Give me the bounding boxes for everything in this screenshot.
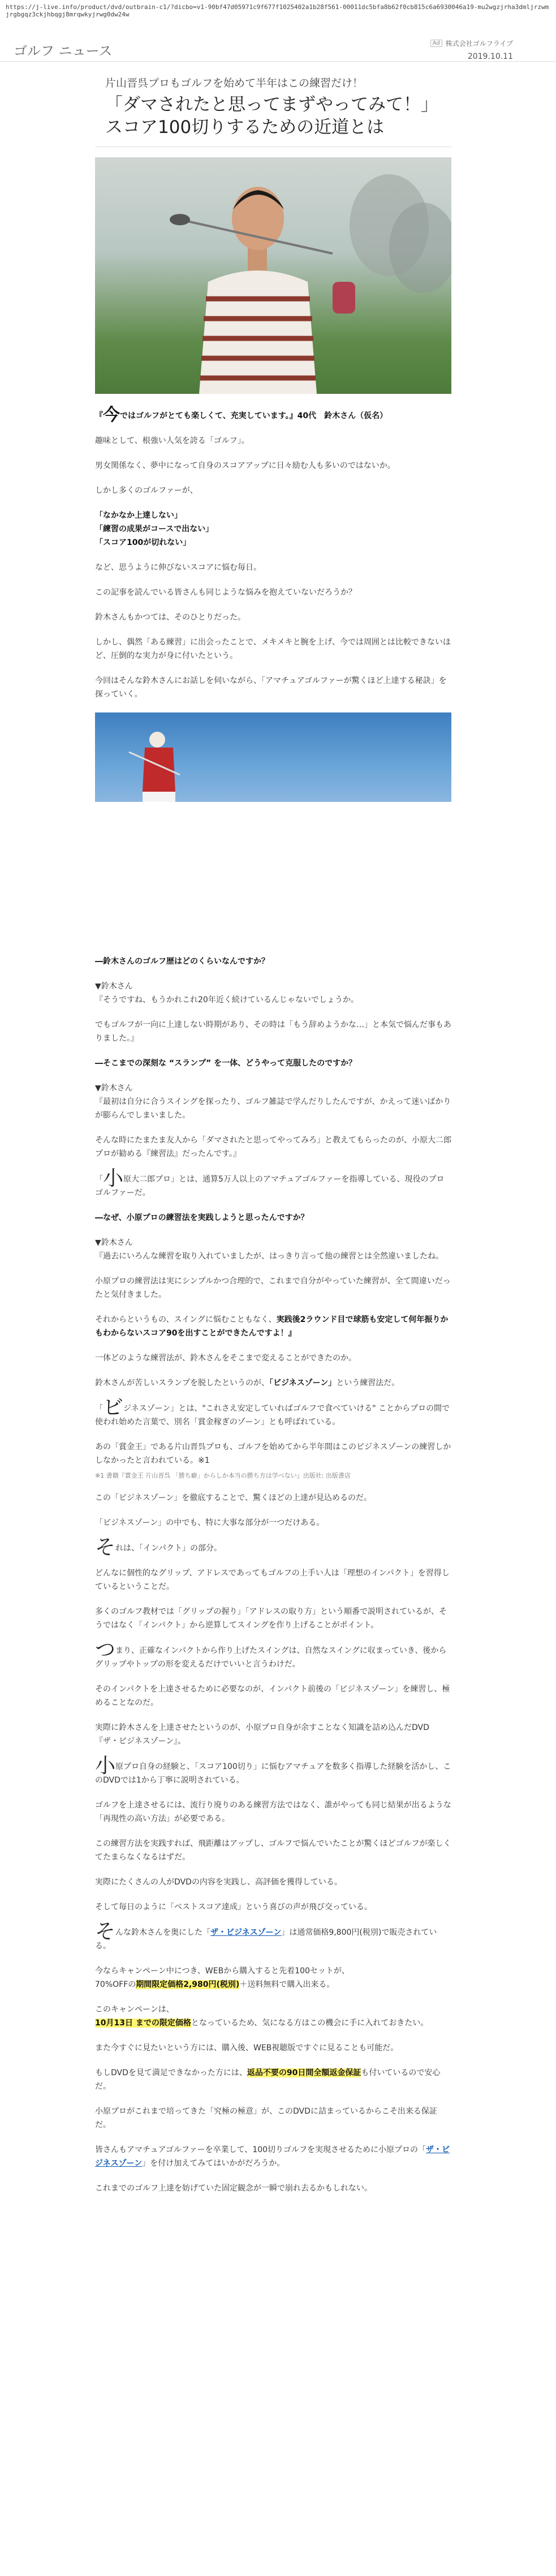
interview-question: ―そこまでの深刻な “スランプ” を一体、どうやって克服したのですか？ (95, 1059, 357, 1068)
paragraph: ゴルフを上達させるには、流行り廃りのある練習方法ではなく、誰がやっても同じ結果が出るような「再現性の高い方法」が必要である。 (95, 1801, 451, 1823)
paragraph: この「ビジネスゾーン」を徹底することで、驚くほどの上達が見込めるのだ。 (95, 1493, 372, 1502)
interview-question: ―鈴木さんのゴルフ歴はどのくらいなんですか？ (95, 957, 269, 966)
paragraph: 小原プロがこれまで培ってきた「究極の極意」が、このDVDに詰まっているからこそ出来る保証だ。 (95, 2107, 437, 2130)
product-link[interactable]: ザ・ビジネスゾーン (95, 2145, 450, 2168)
campaign-paragraph: 今ならキャンペーン中につき、WEBから購入すると先着100セットが、 70%OFFの期間限定価格2,980円(税別)＋送料無料で購入出来る。 (95, 1967, 350, 1989)
site-header (0, 29, 556, 62)
deadline-paragraph: このキャンペーンは、 10月13日 までの限定価格となっているため、気になる方はこの機会に手に入れておきたい。 (95, 2005, 429, 2028)
paragraph: 男女関係なく、夢中になって自身のスコアアップに日々励む人も多いのではないか。 (95, 461, 395, 470)
advertiser-info (430, 38, 513, 48)
article (95, 70, 451, 2206)
golfer-hero-image (95, 157, 451, 394)
paragraph: 趣味として、根強い人気を誇る「ゴルフ」。 (95, 436, 249, 445)
paragraph: 多くのゴルフ教材では「グリップの握り」「アドレスの取り方」という順番で説明されているが、そうではなく「インパクト」から逆算してスイングを作り上げることがポイント。 (95, 1607, 447, 1630)
article-kicker: 片山晋呉プロもゴルフを始めて半年はこの練習だけ！ (105, 77, 364, 89)
paragraph: そんな時にたまたま友人から「ダマされたと思ってやってみろ」と教えてもらったのが、小原大二郎プロが勧める『練習法』だったんです。』 (95, 1136, 451, 1158)
paragraph: どんなに個性的なグリップ、アドレスであってもゴルフの上手い人は「理想のインパクト」を習得しているということだ。 (95, 1569, 450, 1591)
title-line-2: スコア100切りするための近道とは (105, 117, 385, 138)
guarantee-paragraph: もしDVDを見て満足できなかった方には、返品不要の90日間全額返金保証も付いているので安心だ。 (95, 2068, 441, 2091)
paragraph: そんな鈴木さんを奥にした「ザ・ビジネスゾーン」は通常価格9,800円(税別)で販売されている。 (95, 1920, 437, 1951)
golfer-illustration (95, 157, 451, 394)
golf-swing-image (95, 712, 451, 802)
footnote: ※1 書籍『賞金王 片山晋呉 「勝ち癖」からしか本当の勝ち方は学べない』出版社: 出版書店 (95, 1472, 351, 1479)
swing-illustration (95, 712, 451, 802)
company-name: 株式会社ゴルフライブ (445, 40, 513, 48)
interview-answer: ▼鈴木さん 『そうですね、もうかれこれ20年近く続けているんじゃないでしょうか。 (95, 982, 359, 1004)
testimonial-quote: 『今ではゴルフがとても楽しくて、充実しています。』40代 鈴木さん（仮名） (95, 405, 388, 425)
paragraph: 今回はそんな鈴木さんにお話しを伺いながら、「アマチュアゴルファーが驚くほど上達する秘訣」を探っていく。 (95, 676, 447, 699)
title-line-1: 「ダマされたと思ってまずやってみて！」 (105, 95, 438, 115)
problem-list: 「なかなか上達しない」 「練習の成果がコースで出ない」 「スコア100が切れない」 (95, 511, 214, 547)
paragraph: 小原プロ自身の経験と、「スコア100切り」に悩むアマチュアを数多く指導した経験を活かし、このDVDでは1から丁寧に説明されている。 (95, 1754, 451, 1785)
paragraph: あの「賞金王」である片山晋呉プロも、ゴルフを始めてから半年間はこのビジネスゾーンの練習しかしなかったと言われている。※1 (95, 1442, 451, 1465)
paragraph: 一体どのような練習法が、鈴木さんをそこまで変えることができたのか。 (95, 1354, 356, 1363)
interview-answer: ▼鈴木さん 『最初は自分に合うスイングを探ったり、ゴルフ雑誌で学んだりしたんですが、かえって迷いばかりが膨らんでしまいました。 (95, 1084, 451, 1120)
paragraph: それからというもの、スイングに悩むこともなく、実践後2ラウンド目で球筋も安定して何年振りかもわからないスコア90を出すことができたんですよ！』 (95, 1315, 449, 1338)
paragraph: それは、「インパクト」の部分。 (95, 1536, 222, 1559)
paragraph: しかし多くのゴルファーが、 (95, 486, 198, 495)
product-link[interactable]: ザ・ビジネスゾーン (210, 1928, 282, 1937)
article-title (105, 93, 451, 139)
paragraph: 実際にたくさんの人がDVDの内容を実践し、高評価を獲得している。 (95, 1878, 342, 1887)
paragraph: 「ビジネスゾーン」の中でも、特に大事な部分が一つだけある。 (95, 1518, 325, 1527)
ad-badge: Ad (430, 40, 442, 47)
paragraph: そして毎日のように「ベストスコア達成」という喜びの声が飛び交っている。 (95, 1903, 372, 1912)
paragraph: 小原プロの練習法は実にシンプルかつ合理的で、これまで自分がやっていた練習が、全て間違いだったと気付きました。 (95, 1277, 451, 1299)
paragraph: この記事を読んでいる皆さんも同じような悩みを抱えていないだろうか？ (95, 588, 356, 597)
interview-answer: ▼鈴木さん 『過去にいろんな練習を取り入れていましたが、はっきり言って他の練習とは全然違いましたね。 (95, 1238, 443, 1261)
paragraph: この練習方法を実践すれば、飛距離はアップし、ゴルフで悩んでいたことが驚くほどゴルフが楽しくてたまらなくなるはずだ。 (95, 1839, 451, 1862)
paragraph: しかし、偶然「ある練習」に出会ったことで、メキメキと腕を上げ、今では周囲とは比較できないほど、圧倒的な実力が身に付いたという。 (95, 638, 451, 660)
paragraph: 「小原大二郎プロ」とは、通算5万人以上のアマチュアゴルファーを指導している、現役のプロゴルファーだ。 (95, 1167, 445, 1197)
publish-date: 2019.10.11 (467, 52, 513, 61)
blank-space (95, 802, 451, 955)
paragraph: 鈴木さんが苦しいスランプを脱したというのが、「ビジネスゾーン」という練習法だ。 (95, 1379, 400, 1388)
paragraph: 皆さんもアマチュアゴルファーを卒業して、100切りゴルフを実現させるために小原プロの「ザ・ビジネスゾーン」を付け加えてみてはいかがだろうか。 (95, 2145, 450, 2168)
paragraph: 実際に鈴木さんを上達させたというのが、小原プロ自身が余すことなく知識を詰め込んだDVD『ザ・ビジネスゾーン』。 (95, 1723, 429, 1746)
site-title[interactable]: ゴルフ ニュース (14, 43, 113, 59)
paragraph: これまでのゴルフ上達を妨げていた固定観念が一瞬で崩れ去るかもしれない。 (95, 2184, 372, 2193)
paragraph: でもゴルフが一向に上達しない時期があり、その時は「もう辞めようかな…」と本気で悩んだ事もありました。』 (95, 1020, 451, 1043)
paragraph: つまり、正確なインパクトから作り上げたスイングは、自然なスイングに収まっていき、後からグリップやトップの形を変えるだけでいいと言うわけだ。 (95, 1638, 447, 1669)
paragraph: また今すぐに見たいという方には、購入後、WEB視聴版ですぐに見ることも可能だ。 (95, 2043, 399, 2053)
paragraph: そのインパクトを上達させるために必要なのが、インパクト前後の「ビジネスゾーン」を練習し、極めることなのだ。 (95, 1685, 450, 1707)
paragraph: など、思うように伸びないスコアに悩む毎日。 (95, 563, 261, 572)
paragraph: 鈴木さんもかつては、そのひとりだった。 (95, 613, 245, 622)
url-bar[interactable]: https://j-live.info/product/dvd/outbrain-c1/?dicbo=v1-90bf47d05971c9f677f1025402a1b28f561-00011dc5bfa8b62f0cb815c6a6930046a19-mu2wgzjrha3dmljrzwmjrgbgqz3ckjhbqgj8mrqwkyjrwg0dw24w (6, 3, 549, 18)
paragraph: 「ビジネスゾーン」とは、"これさえ安定していればゴルフで食べていける" ことからプロの間で使われ始めた言葉で、別名「賞金稼ぎのゾーン」とも呼ばれている。 (95, 1396, 450, 1427)
interview-question: ―なぜ、小原プロの練習法を実践しようと思ったんですか？ (95, 1213, 309, 1222)
